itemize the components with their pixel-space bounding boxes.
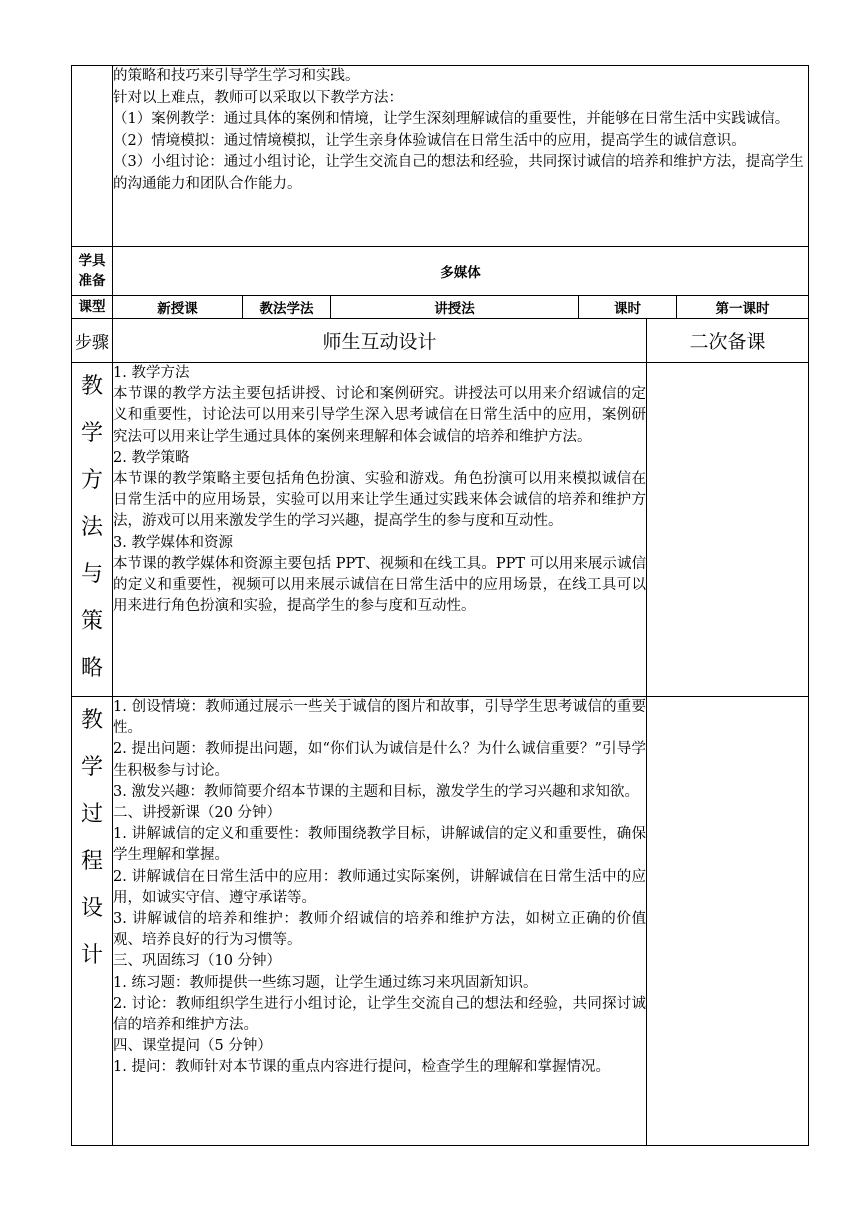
label-char: 教 xyxy=(80,374,103,399)
methods-paragraph: 本节课的教学媒体和资源主要包括 PPT、视频和在线工具。PPT 可以用来展示诚信的定义和重要性，视频可以用来展示诚信在日常生活中的应用场景，在线工具可以用来进行角色扮演和实验，提高学生的参与度和互动性。 xyxy=(113,555,646,615)
process-paragraph: 1. 讲解诚信的定义和重要性：教师围绕教学目标，讲解诚信的定义和重要性，确保学生理解和掌握。 xyxy=(113,826,646,864)
top-section-text xyxy=(113,66,809,247)
label-char: 与 xyxy=(80,562,103,587)
period-value: 第一课时 xyxy=(677,296,809,319)
label-char: 教 xyxy=(80,708,103,733)
process-paragraph: 3. 激发兴趣：教师简要介绍本节课的主题和目标，激发学生的学习兴趣和求知欲。 xyxy=(113,783,639,800)
process-content xyxy=(113,697,647,1146)
design-header: 师生互动设计 xyxy=(113,319,647,363)
methods-label xyxy=(72,363,113,697)
methods-paragraph: 3. 教学媒体和资源 xyxy=(113,534,233,551)
process-paragraph: 2. 讨论：教师组织学生进行小组讨论，让学生交流自己的想法和经验，共同探讨诚信的培养和维护方法。 xyxy=(113,995,646,1034)
label-char: 略 xyxy=(80,656,103,681)
process-paragraph: 1. 练习题：教师提供一些练习题，让学生通过练习来巩固新知识。 xyxy=(113,974,538,991)
lesson-plan-table xyxy=(71,65,809,1146)
type-value: 新授课 xyxy=(113,296,243,319)
process-paragraph: 二、讲授新课（20 分钟） xyxy=(113,805,282,822)
label-char: 法 xyxy=(80,515,103,540)
label-char: 设 xyxy=(80,896,103,921)
tools-label: 学具准备 xyxy=(72,247,113,296)
process-label xyxy=(72,697,113,1146)
top-section-row xyxy=(72,66,809,247)
methods-paragraph: 本节课的教学方法主要包括讲授、讨论和案例研究。讲授法可以用来介绍诚信的定义和重要性，讨论法可以用来引导学生深入思考诚信在日常生活中的应用，案例研究法可以用来让学生通过具体的案例来理解和体会诚信的培养和维护方法。 xyxy=(113,386,646,445)
process-row xyxy=(72,697,809,1146)
process-paragraph: 1. 提问：教师针对本节课的重点内容进行提问，检查学生的理解和掌握情况。 xyxy=(113,1059,610,1076)
process-paragraph: 三、巩固练习（10 分钟） xyxy=(113,953,282,970)
type-label: 课型 xyxy=(72,296,113,319)
top-line: （1）案例教学：通过具体的案例和情境，让学生深刻理解诚信的重要性，并能够在日常生活中实践诚信。 xyxy=(113,111,790,127)
header-row xyxy=(72,319,809,363)
label-char: 方 xyxy=(80,468,103,493)
methods-paragraph: 1. 教学方法 xyxy=(113,365,190,381)
top-line: 针对以上难点，教师可以采取以下教学方法： xyxy=(113,89,403,106)
methods-row xyxy=(72,363,809,697)
process-paragraph: 2. 提出问题：教师提出问题，如“你们认为诚信是什么？为什么诚信重要？”引导学生积极参与讨论。 xyxy=(113,741,646,779)
top-line: 的策略和技巧来引导学生学习和实践。 xyxy=(113,68,360,84)
method-label: 教法学法 xyxy=(243,296,331,319)
methods-paragraph: 本节课的教学策略主要包括角色扮演、实验和游戏。角色扮演可以用来模拟诚信在日常生活中的应用场景，实验可以用来让学生通过实践来体会诚信的培养和维护方法，游戏可以用来激发学生的学习兴趣，提高学生的参与度和互动性。 xyxy=(113,471,646,530)
label-char: 计 xyxy=(80,943,103,968)
process-paragraph: 四、课堂提问（5 分钟） xyxy=(113,1038,272,1055)
second-prep-header: 二次备课 xyxy=(647,319,809,363)
tools-row xyxy=(72,247,809,296)
process-paragraph: 1. 创设情境：教师通过展示一些关于诚信的图片和故事，引导学生思考诚信的重要性。 xyxy=(113,699,646,737)
type-row xyxy=(72,296,809,319)
period-label: 课时 xyxy=(579,296,677,319)
step-header: 步骤 xyxy=(72,319,113,363)
top-line: （3）小组讨论：通过小组讨论，让学生交流自己的想法和经验，共同探讨诚信的培养和维护方法，提高学生的沟通能力和团队合作能力。 xyxy=(113,154,804,192)
methods-content xyxy=(113,363,647,697)
top-blank-cell xyxy=(72,66,113,247)
label-char: 策 xyxy=(80,609,103,634)
process-paragraph: 3. 讲解诚信的培养和维护：教师介绍诚信的培养和维护方法，如树立正确的价值观、培养良好的行为习惯等。 xyxy=(113,911,646,949)
process-second-prep xyxy=(647,697,809,1146)
top-line: （2）情境模拟：通过情境模拟，让学生亲身体验诚信在日常生活中的应用，提高学生的诚信意识。 xyxy=(113,132,746,149)
methods-paragraph: 2. 教学策略 xyxy=(113,449,190,466)
label-char: 学 xyxy=(80,421,103,446)
method-value: 讲授法 xyxy=(331,296,579,319)
tools-value: 多媒体 xyxy=(113,247,809,296)
label-char: 过 xyxy=(80,802,103,827)
label-char: 程 xyxy=(80,849,103,874)
process-paragraph: 2. 讲解诚信在日常生活中的应用：教师通过实际案例，讲解诚信在日常生活中的应用，如诚实守信、遵守承诺等。 xyxy=(113,868,646,906)
methods-second-prep xyxy=(647,363,809,697)
label-char: 学 xyxy=(80,755,103,780)
